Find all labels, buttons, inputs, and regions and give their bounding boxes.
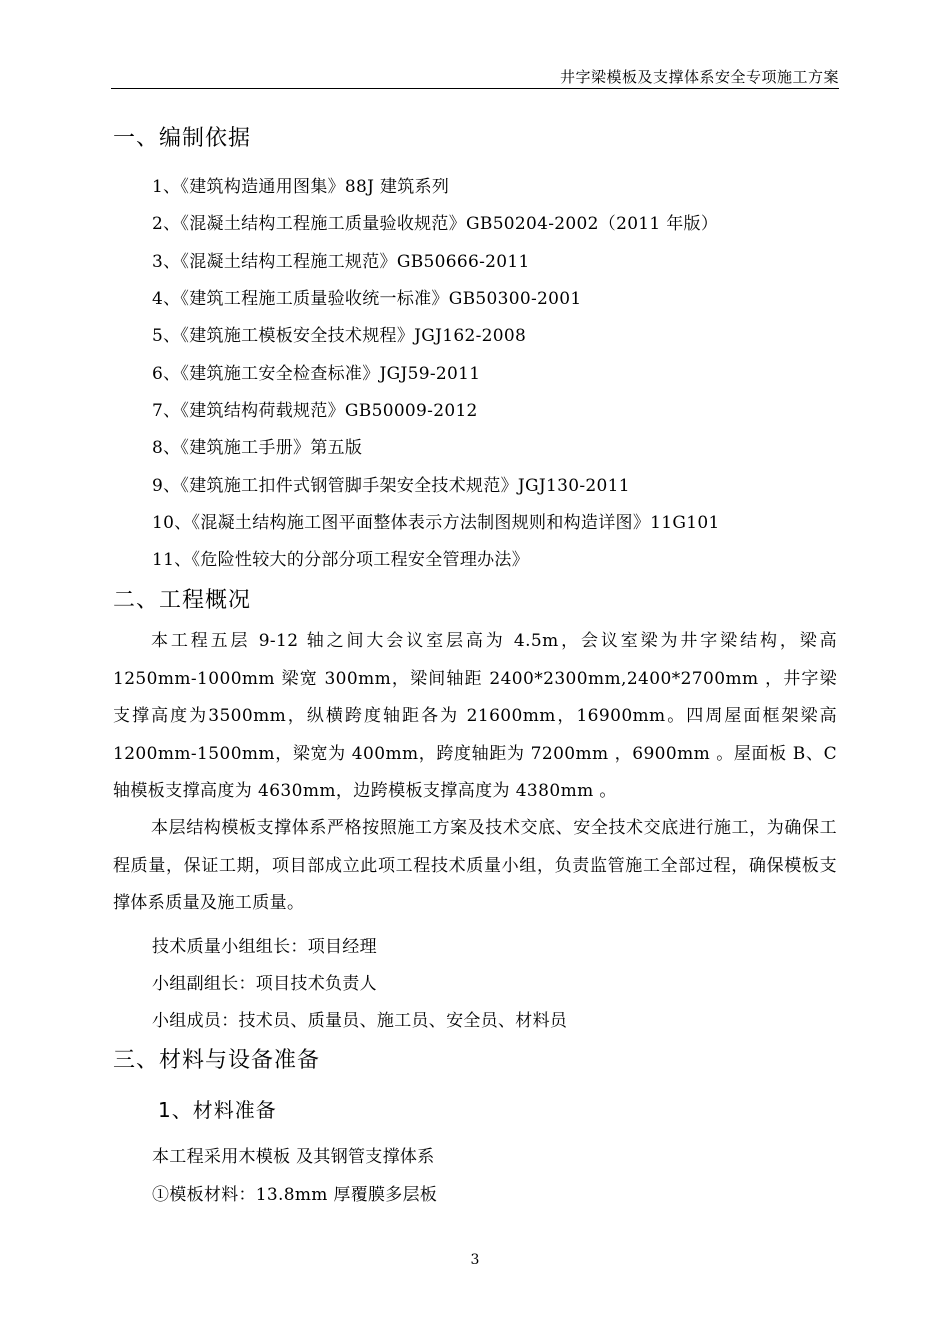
quality-team-paragraph: 本层结构模板支撑体系严格按照施工方案及技术交底、安全技术交底进行施工，为确保工程质量，保证工期，项目部成立此项工程技术质量小组，负责监管施工全部过程，确保模板支撑体系质量及施工质量。	[113, 818, 837, 913]
reference-item: 7、《建筑结构荷载规范》GB50009-2012	[152, 401, 478, 421]
header-divider	[111, 88, 839, 89]
reference-item: 1、《建筑构造通用图集》88J 建筑系列	[152, 177, 450, 197]
page-number: 3	[470, 1252, 480, 1268]
formwork-material-line: ①模板材料：13.8mm 厚覆膜多层板	[152, 1185, 438, 1205]
reference-item: 10、《混凝土结构施工图平面整体表示方法制图规则和构造详图》11G101	[152, 513, 720, 533]
reference-item: 9、《建筑施工扣件式钢管脚手架安全技术规范》JGJ130-2011	[152, 476, 630, 496]
subsection-heading-materials: 1、材料准备	[158, 1098, 277, 1122]
team-leader-line: 技术质量小组组长：项目经理	[152, 937, 377, 957]
reference-item: 4、《建筑工程施工质量验收统一标准》GB50300-2001	[152, 289, 582, 309]
section-heading-basis: 一、编制依据	[113, 126, 252, 151]
section-heading-materials: 三、材料与设备准备	[113, 1048, 321, 1073]
overview-paragraph: 本工程五层 9-12 轴之间大会议室层高为 4.5m，会议室梁为井字梁结构，梁高1250mm-1000mm 梁宽 300mm，梁间轴距 2400*2300mm,2400*2700mm ，井字梁支撑高度为3500mm，纵横跨度轴距各为 21600mm，16900mm。四周屋面框架梁高 1200mm-1500mm，梁宽为 400mm，跨度轴距为 7200mm ，6900mm 。屋面板 B、C 轴模板支撑高度为 4630mm，边跨模板支撑高度为 4380mm 。	[113, 631, 837, 801]
reference-item: 8、《建筑施工手册》第五版	[152, 438, 363, 458]
reference-item: 6、《建筑施工安全检查标准》JGJ59-2011	[152, 364, 481, 384]
team-members-line: 小组成员：技术员、质量员、施工员、安全员、材料员	[152, 1011, 568, 1031]
reference-item: 3、《混凝土结构工程施工规范》GB50666-2011	[152, 252, 530, 272]
section-heading-overview: 二、工程概况	[113, 588, 252, 613]
reference-item: 11、《危险性较大的分部分项工程安全管理办法》	[152, 550, 530, 570]
running-header: 井字梁模板及支撑体系安全专项施工方案	[559, 68, 839, 86]
materials-line: 本工程采用木模板 及其钢管支撑体系	[152, 1147, 435, 1167]
deputy-leader-line: 小组副组长：项目技术负责人	[152, 974, 377, 994]
reference-item: 2、《混凝土结构工程施工质量验收规范》GB50204-2002（2011 年版）	[152, 214, 719, 234]
reference-item: 5、《建筑施工模板安全技术规程》JGJ162-2008	[152, 326, 527, 346]
